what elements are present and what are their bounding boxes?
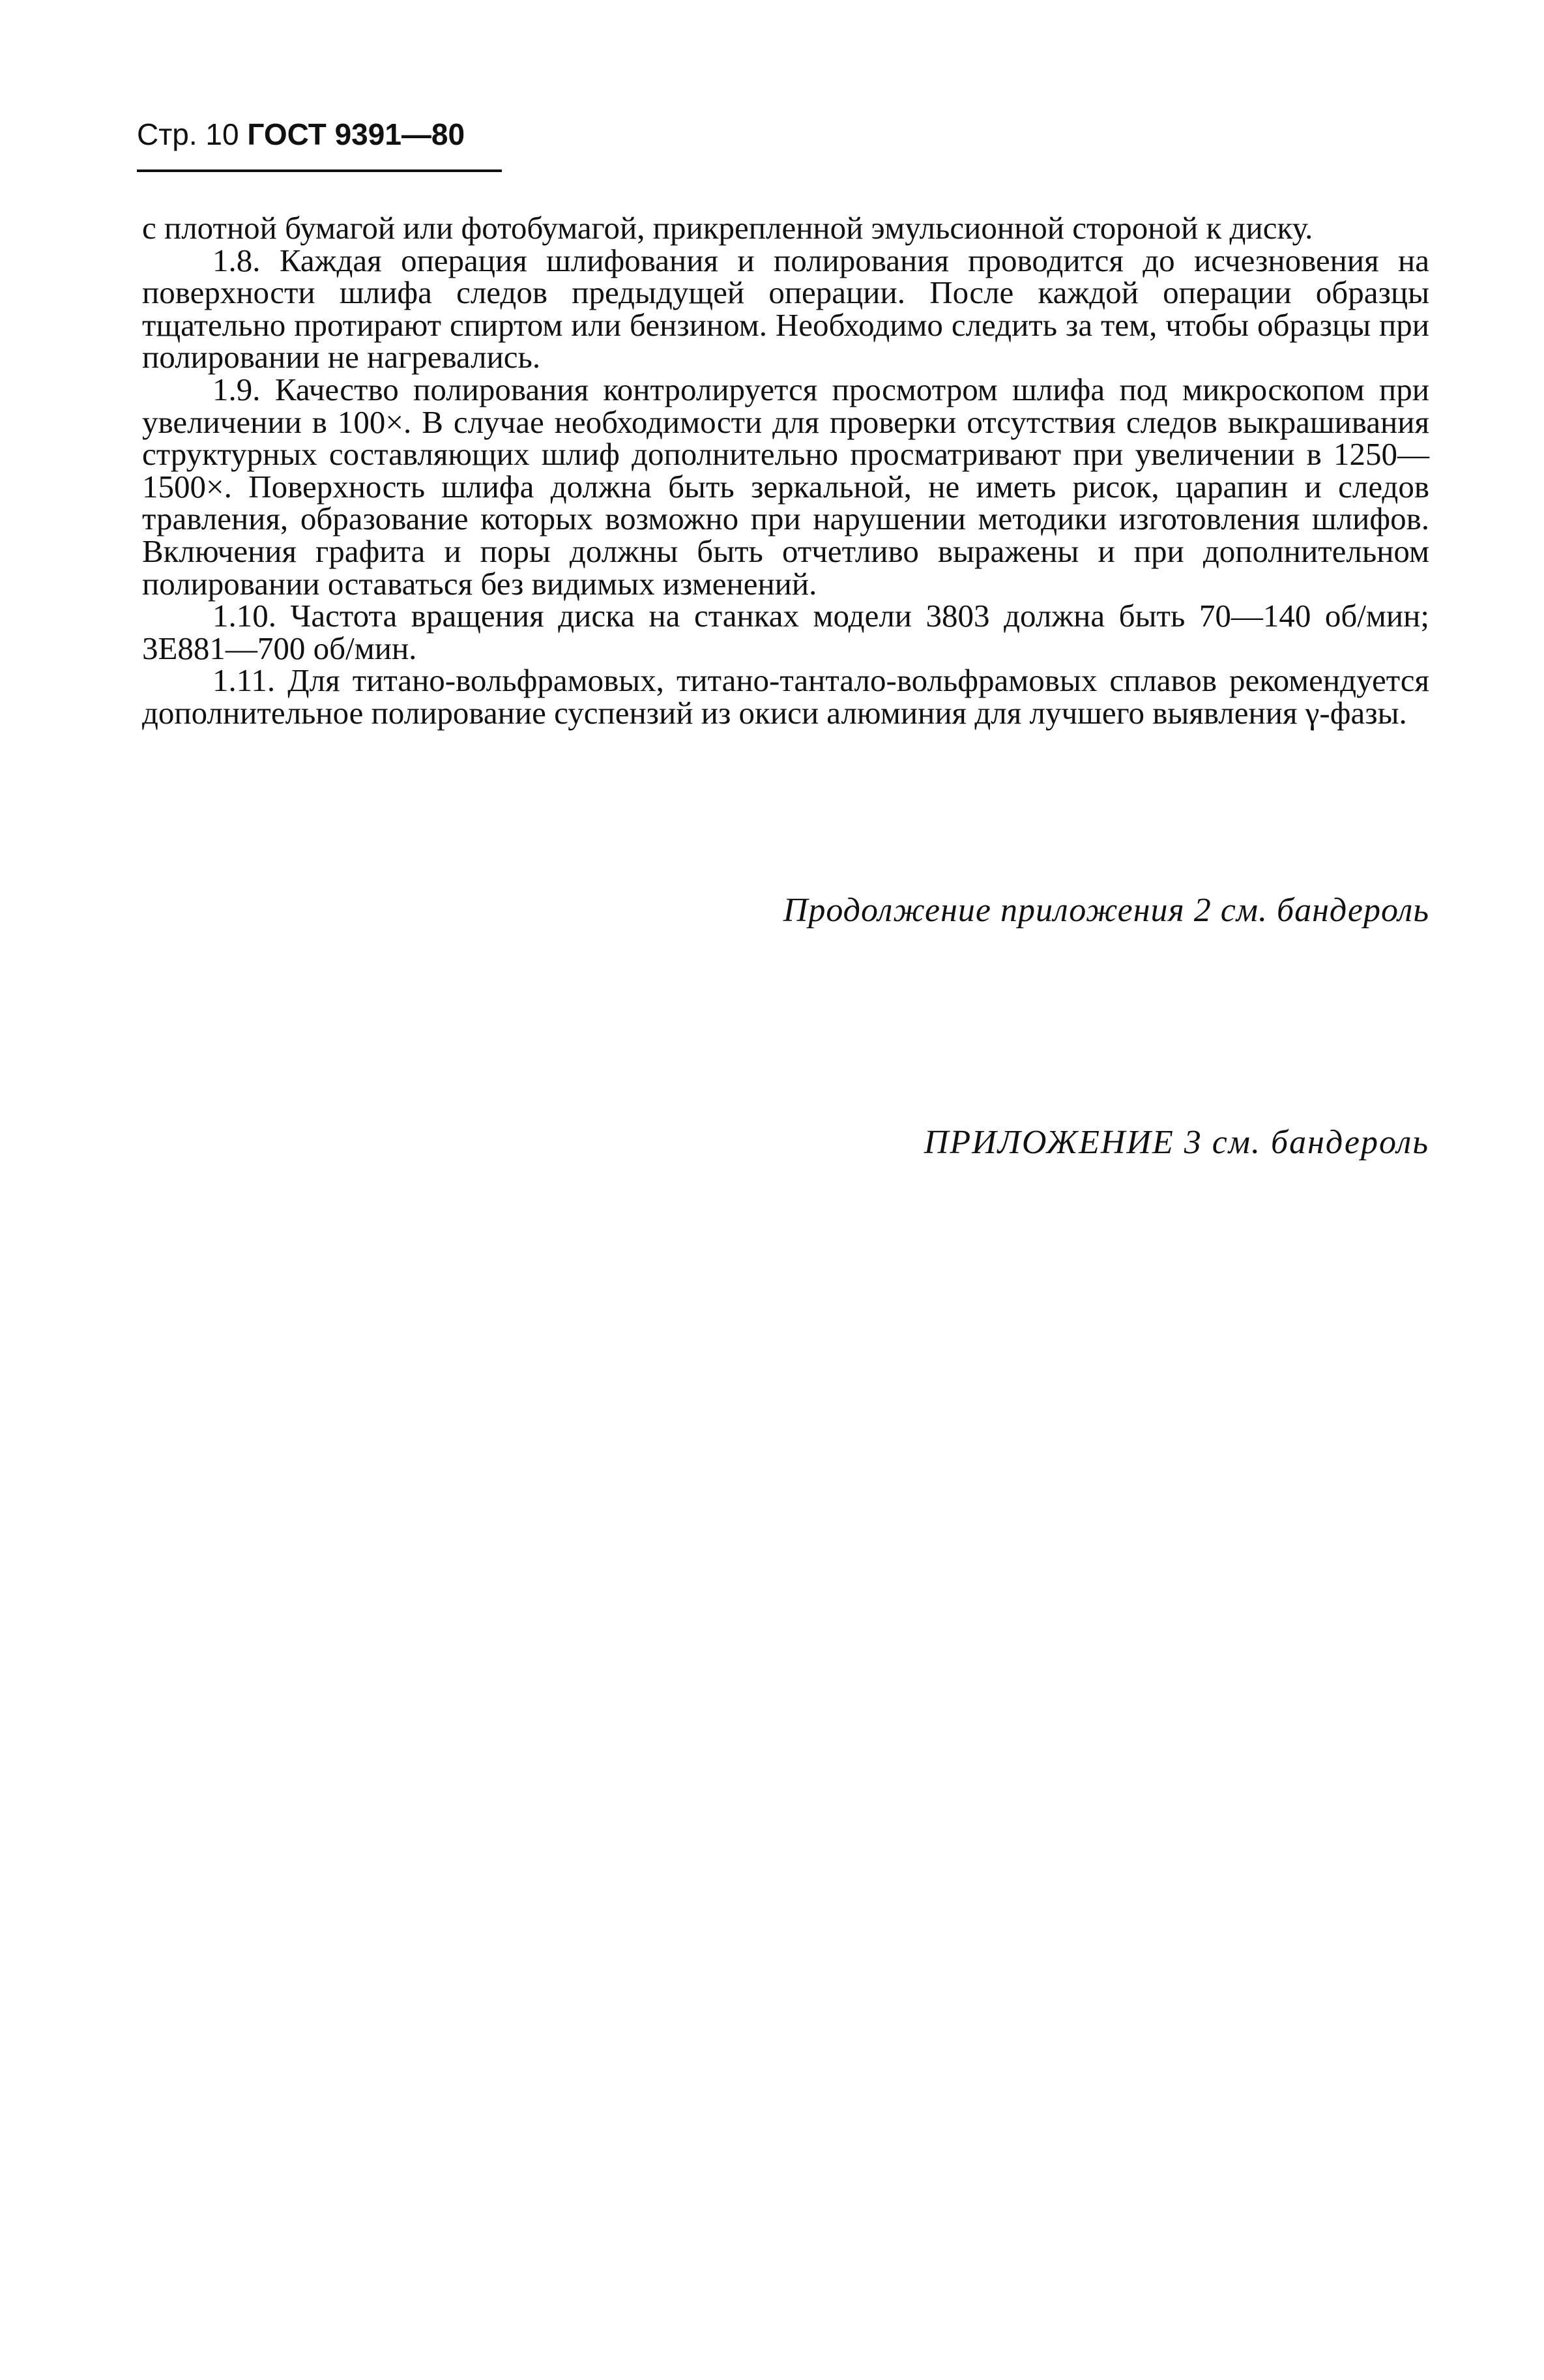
continuation-note: Продолжение приложения 2 см. бандероль	[783, 892, 1429, 929]
document-body	[142, 212, 1429, 729]
standard-code: ГОСТ 9391—80	[247, 117, 465, 151]
header-divider	[137, 169, 502, 172]
page-number: Стр. 10	[137, 117, 239, 151]
paragraph-1-7-continuation: с плотной бумагой или фотобумагой, прикрепленной эмульсионной стороной к диску.	[142, 210, 1313, 246]
page-header	[137, 115, 502, 154]
paragraph-1-11: 1.11. Для титано-вольфрамовых, титано-тантало-вольфрамовых сплавов рекомендуется дополнительное полирование суспензий из окиси алюминия для лучшего выявления γ-фазы.	[142, 662, 1429, 731]
paragraph-1-10: 1.10. Частота вращения диска на станках модели 3803 должна быть 70—140 об/мин; 3Е881—700 об/мин.	[142, 598, 1429, 666]
appendix-3-note: ПРИЛОЖЕНИЕ 3 см. бандероль	[924, 1124, 1429, 1161]
paragraph-1-8: 1.8. Каждая операция шлифования и полирования проводится до исчезновения на поверхности шлифа следов предыдущей операции. После каждой операции образцы тщательно протирают спиртом или бензином. Необходимо следить за тем, чтобы образцы при полировании не нагревались.	[142, 242, 1429, 375]
paragraph-1-9: 1.9. Качество полирования контролируется просмотром шлифа под микроскопом при увеличении в 100×. В случае необходимости для проверки отсутствия следов выкрашивания структурных составляющих шлиф дополнительно просматривают при увеличении в 1250—1500×. Поверхность шлифа должна быть зеркальной, не иметь рисок, царапин и следов травления, образование которых возможно при нарушении методики изготовления шлифов. Включения графита и поры должны быть отчетливо выражены и при дополнительном полировании оставаться без видимых изменений.	[142, 371, 1429, 602]
